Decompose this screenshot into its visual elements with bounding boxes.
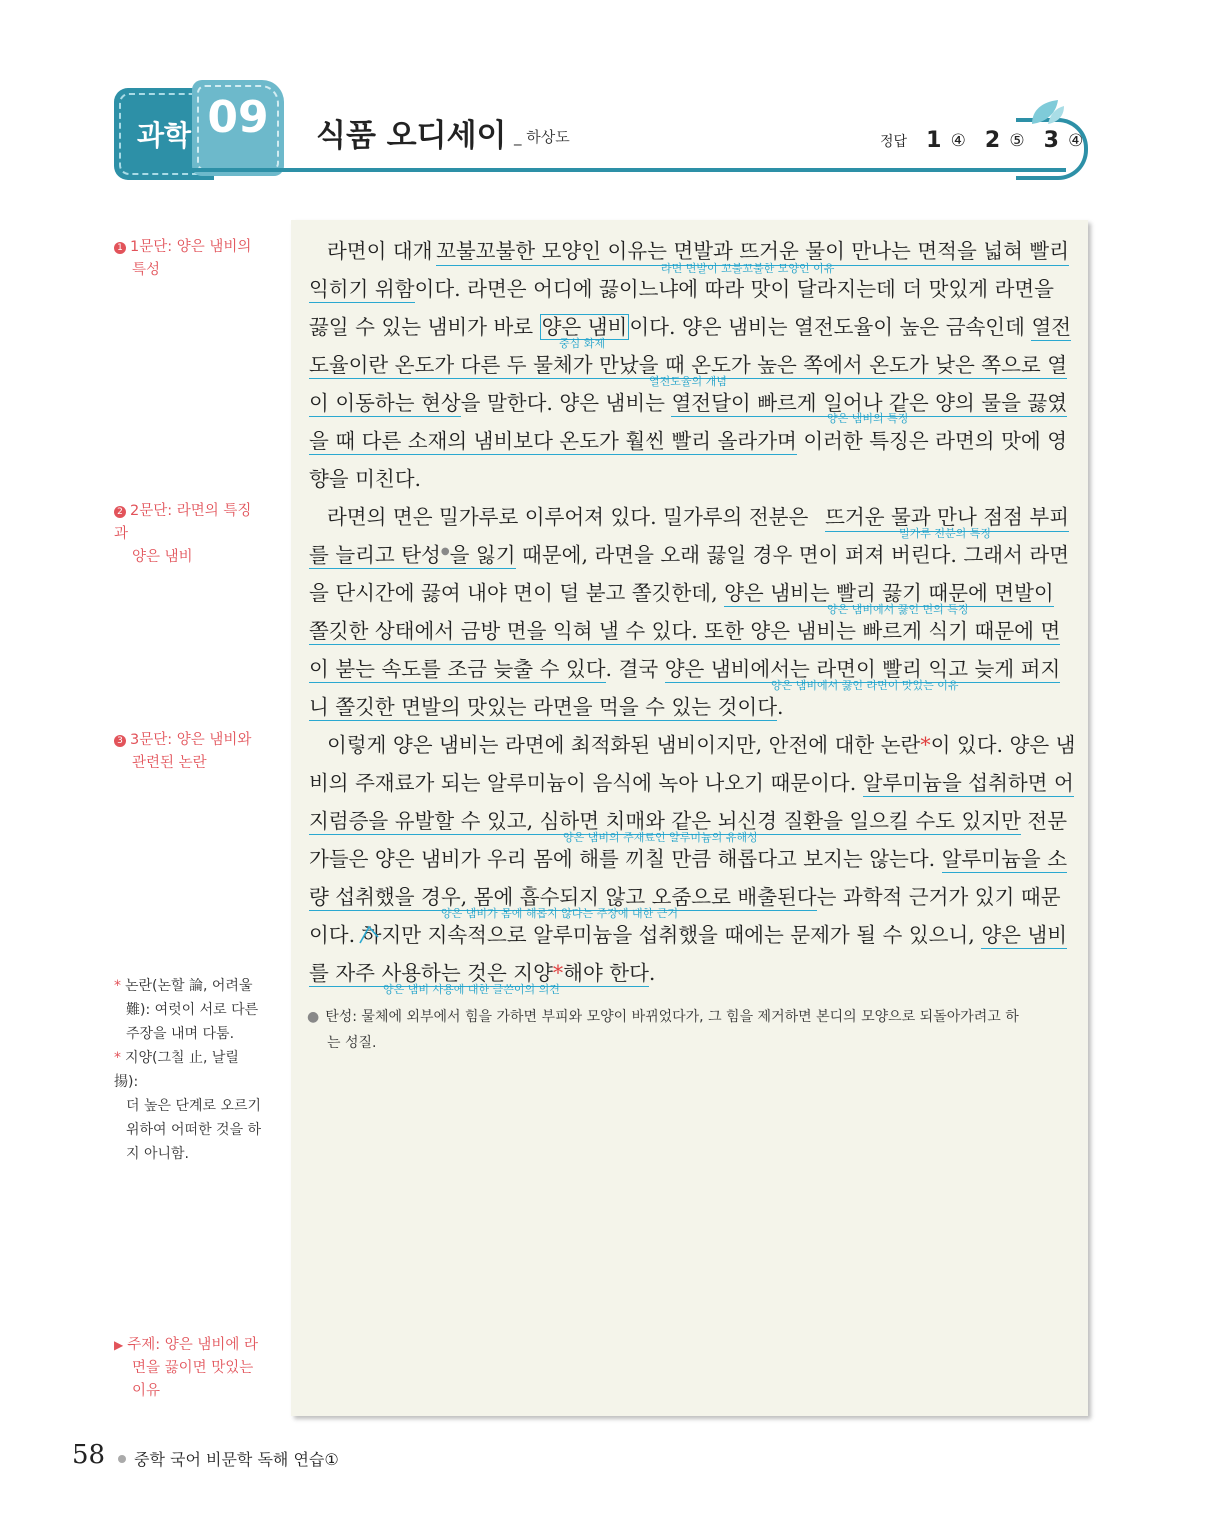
answer-value: ④ (950, 130, 966, 151)
annotation-note: 열전도율의 개념 (649, 375, 727, 388)
passage-line: 쫄깃한 상태에서 금방 면을 익혀 낼 수 있다. 또한 양은 냄비는 빠르게 식기 때문에 면 (309, 619, 1061, 643)
passage-line: 가들은 양은 냄비가 우리 몸에 해를 끼칠 만큼 해롭다고 보지는 않는다. 알루미늄을 소 (309, 847, 1068, 871)
asterisk-icon: * (114, 978, 121, 994)
header-rule (184, 168, 1066, 172)
side-note-paragraph-2: 2 2문단: 라면의 특징과 양은 냄비 (114, 503, 252, 565)
passage-line: 끓일 수 있는 냄비가 바로 양은 냄비이다. 양은 냄비는 열전도율이 높은 금속인데 열전 (309, 315, 1072, 339)
side-note-paragraph-1: 1 1문단: 양은 냄비의 특성 (114, 236, 264, 282)
answer-number: 2 (984, 128, 1001, 153)
triangle-marker-icon: ▶ (114, 1338, 124, 1352)
passage-line: 도율이란 온도가 다른 두 물체가 만났을 때 온도가 높은 쪽에서 온도가 낮은 쪽으로 열 (309, 353, 1068, 377)
answer-label: 정답 (880, 133, 908, 150)
check-mark-icon (357, 923, 381, 947)
central-topic-box: 양은 냄비 (541, 315, 628, 339)
answer-value: ⑤ (1009, 130, 1025, 151)
contrast-mark: 하지만 (361, 923, 422, 947)
passage-line: 이다. 하지만 지속적으로 알루미늄을 섭취했을 때에는 문제가 될 수 있으니, 양은 냄비 (309, 923, 1068, 947)
passage-line: 니 쫄깃한 면발의 맛있는 라면을 먹을 수 있는 것이다. (309, 695, 784, 719)
annotation-note: 라면 면발이 꼬불꼬불한 모양인 이유 (661, 262, 835, 275)
annotation-note: 양은 냄비의 주재료인 알루미늄의 유해성 (563, 831, 758, 844)
theme-note: ▶ 주제: 양은 냄비에 라 면을 끓이면 맛있는 이유 (114, 1337, 259, 1399)
annotation-note: 양은 냄비에서 끓인 라면이 맛있는 이유 (771, 679, 959, 692)
bullet-icon: ● (307, 1009, 320, 1025)
circle-marker-icon: 1 (114, 242, 126, 254)
passage-line: 을 단시간에 끓여 내야 면이 덜 붇고 쫄깃한데, 양은 냄비는 빨리 끓기 때문에 면발이 (309, 581, 1054, 605)
page-author: _ 하상도 (514, 128, 570, 146)
answer-number: 1 (926, 128, 942, 153)
side-note-paragraph-3: 3 3문단: 양은 냄비와 관련된 논란 (114, 729, 264, 775)
passage-line: 이 이동하는 현상을 말한다. 양은 냄비는 열전달이 빠르게 일어나 같은 양의 물을 끓였 (309, 391, 1068, 415)
answer-value: ④ (1068, 130, 1084, 151)
passage-line: 익히기 위함이다. 라면은 어디에 끓이느냐에 따라 맛이 달라지는데 더 맛있게 라면을 (309, 277, 1054, 301)
passage-line: 라면이 대개 꼬불꼬불한 모양인 이유는 면발과 뜨거운 물이 만나는 면적을 넓혀 빨리 (327, 234, 1069, 266)
asterisk-icon: * (920, 733, 931, 757)
lesson-number: 09 (207, 92, 269, 143)
passage-line: 이 붇는 속도를 조금 늦출 수 있다. 결국 양은 냄비에서는 라면이 빨리 익고 늦게 퍼지 (309, 657, 1061, 681)
passage-line: 라면의 면은 밀가루로 이루어져 있다. 밀가루의 전분은 뜨거운 물과 만나 점점 부피 (327, 500, 1069, 532)
annotation-note: 밀가루 전분의 특징 (899, 527, 992, 540)
subject-label: 과학 (136, 119, 192, 152)
passage-line: 지럼증을 유발할 수 있고, 심하면 치매와 같은 뇌신경 질환을 일으킬 수도 있지만 전문 (309, 809, 1068, 833)
footer-bullet-icon (118, 1455, 126, 1463)
annotation-note: 양은 냄비가 몸에 해롭지 않다는 주장에 대한 근거 (441, 907, 678, 920)
passage-line: 이렇게 양은 냄비는 라면에 최적화된 냄비이지만, 안전에 대한 논란*이 있다. 양은 냄 (327, 733, 1076, 757)
passage-line: 을 때 다른 소재의 냄비보다 온도가 훨씬 빨리 올라가며 이러한 특징은 라면의 맛에 영 (309, 429, 1068, 453)
annotation-note: 양은 냄비에서 끓인 면의 특징 (827, 603, 969, 616)
circle-marker-icon: 2 (114, 506, 126, 518)
annotation-note: 중심 화제 (559, 337, 606, 350)
leaf-icon (1028, 98, 1066, 126)
passage-line: 를 자주 사용하는 것은 지양*해야 한다. (309, 961, 656, 985)
asterisk-icon: * (552, 961, 564, 985)
passage-box (291, 220, 1088, 1416)
answer-number: 3 (1043, 128, 1059, 153)
glossary-nonnan: * 논란(논할 論, 어려울 難): 여럿이 서로 다른 주장을 내며 다툼. (114, 978, 259, 1042)
asterisk-icon: * (114, 1050, 121, 1066)
annotation-note: 양은 냄비 사용에 대한 글쓴이의 의견 (383, 983, 560, 996)
passage-line: 향을 미친다. (309, 467, 422, 491)
answer-key (880, 128, 1097, 153)
passage-line: 비의 주재료가 되는 알루미늄이 음식에 녹아 나오기 때문이다. 알루미늄을 섭취하면 어 (309, 771, 1074, 795)
annotation-note: 양은 냄비의 특징 (827, 412, 909, 425)
page-number: 58 (72, 1440, 106, 1470)
passage-line: 를 늘리고 탄성●을 잃기 때문에, 라면을 오래 끓일 경우 면이 퍼져 버린다. 그래서 라면 (309, 543, 1069, 567)
lesson-number-tab (192, 80, 284, 176)
footnote: ● 탄성: 물체에 외부에서 힘을 가하면 부피와 모양이 바뀌었다가, 그 힘을 제거하면 본디의 모양으로 되돌아가려고 하 는 성질. (307, 1009, 1019, 1051)
book-title: 중학 국어 비문학 독해 연습① (134, 1450, 339, 1469)
page-title: 식품 오디세이 (316, 118, 507, 154)
glossary-jiyang: * 지양(그칠 止, 날릴 揚): 더 높은 단계로 오르기 위하여 어떠한 것을 하 지 아니함. (114, 1050, 262, 1162)
passage-line: 량 섭취했을 경우, 몸에 흡수되지 않고 오줌으로 배출된다는 과학적 근거가 있기 때문 (309, 885, 1061, 909)
circle-marker-icon: 3 (114, 735, 126, 747)
